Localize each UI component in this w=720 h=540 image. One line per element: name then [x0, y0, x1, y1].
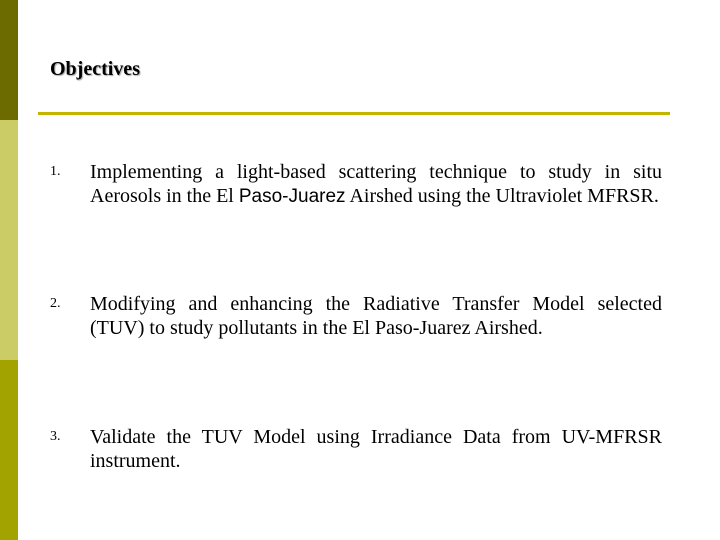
objective-number: 3.: [50, 429, 61, 444]
title-divider: [38, 112, 670, 115]
left-bar-segment-top: [0, 0, 18, 120]
objective-text: Validate the TUV Model using Irradiance Data from UV-MFRSR instrument.: [90, 426, 662, 472]
objective-text-part: Airshed using the Ultraviolet MFRSR.: [345, 185, 659, 207]
left-accent-bar: [0, 0, 18, 540]
objective-number: 1.: [50, 164, 61, 179]
slide-title: Objectives: [50, 58, 140, 80]
objective-text-part: Implementing a light-based scattering technique to study in situ Aerosols in the El: [90, 161, 662, 207]
objective-text: Modifying and enhancing the Radiative Transfer Model selected (TUV) to study pollutants in the El Paso-Juarez Airshed.: [90, 293, 662, 339]
objective-text: [90, 160, 662, 209]
left-bar-segment-bottom: [0, 360, 18, 540]
objective-number: 2.: [50, 296, 61, 311]
left-bar-segment-middle: [0, 120, 18, 360]
objective-text-highlight: Paso-Juarez: [238, 186, 346, 207]
